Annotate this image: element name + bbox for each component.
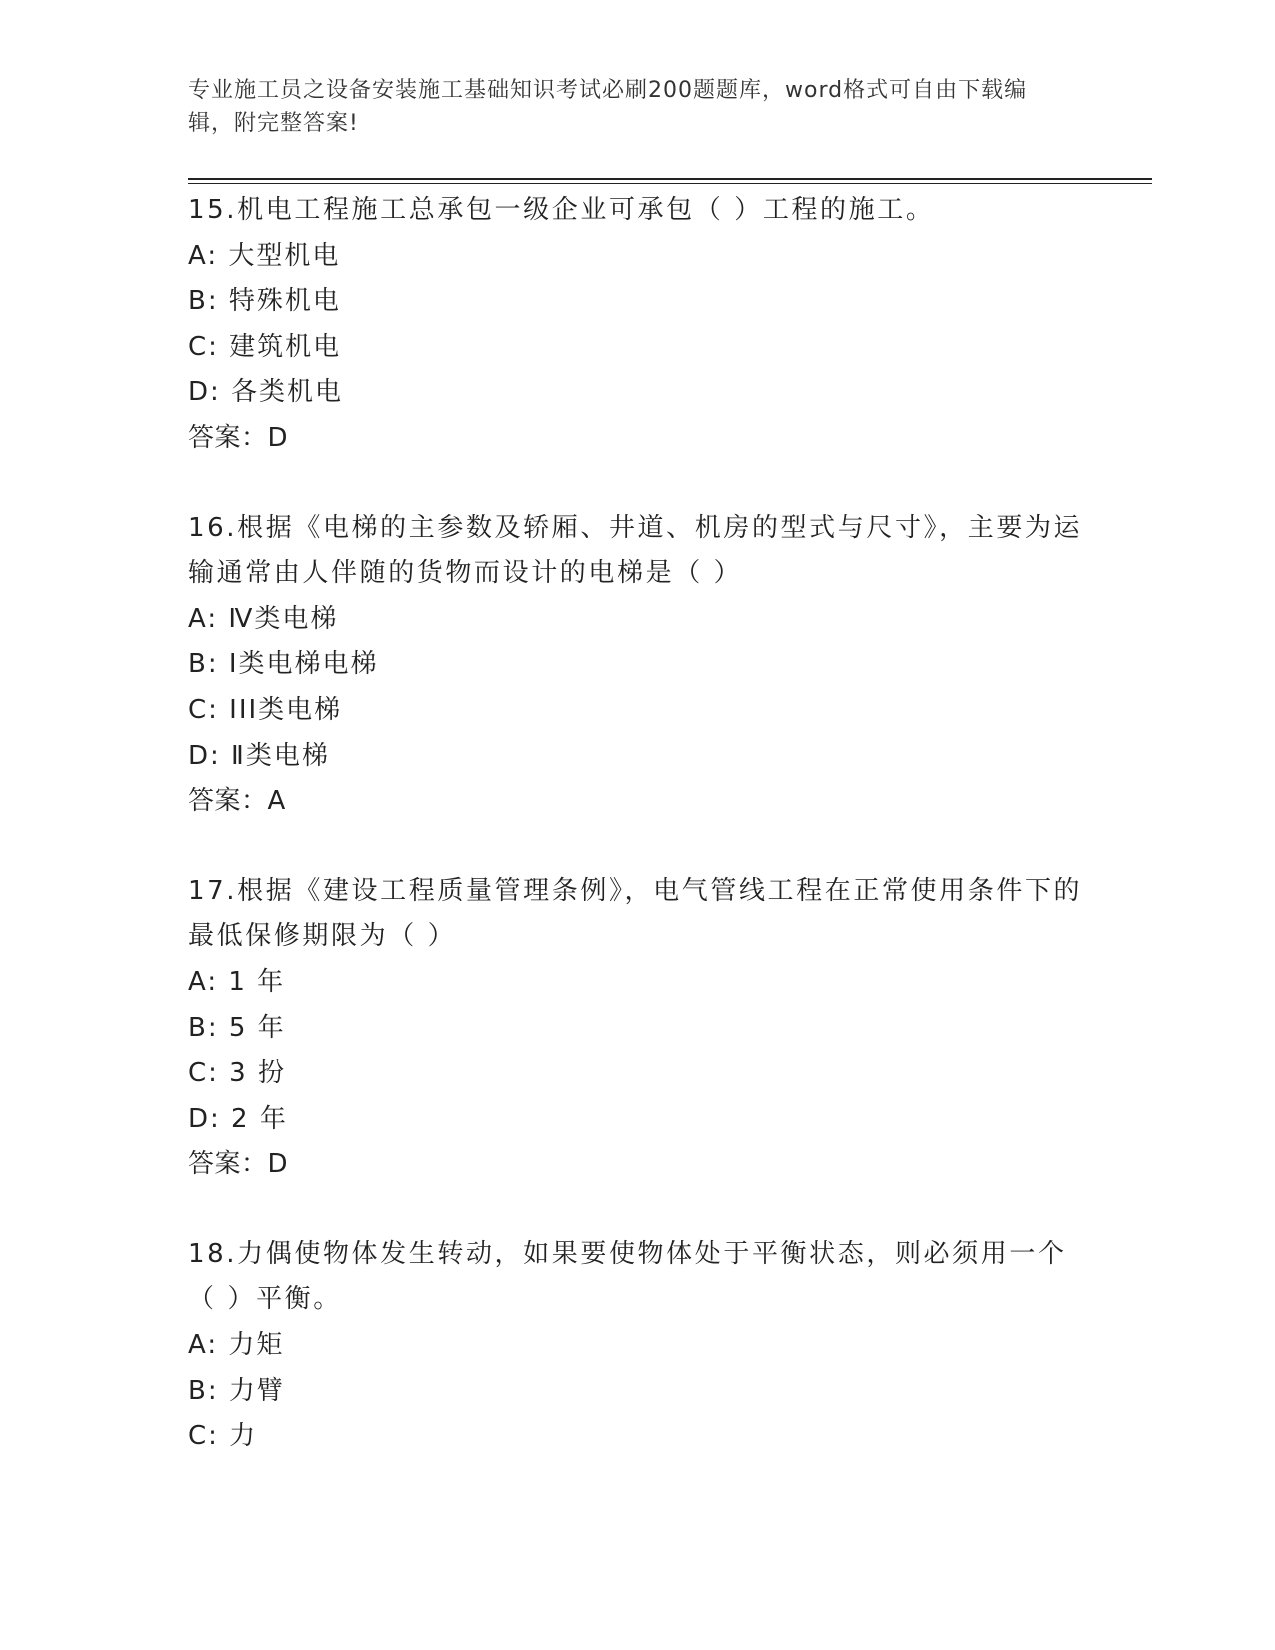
option-c: C: 3 扮 <box>188 1058 286 1089</box>
option-a: A: Ⅳ类电梯 <box>188 603 339 634</box>
option-b: B: 力臂 <box>188 1375 285 1406</box>
question-17 <box>188 869 1088 1188</box>
option-d: D: 2 年 <box>188 1103 288 1134</box>
option-d: D: Ⅱ类电梯 <box>188 740 330 771</box>
header-divider-thick <box>188 178 1152 180</box>
answer: 答案：A <box>188 786 286 817</box>
page-header: 专业施工员之设备安装施工基础知识考试必刷200题题库，word格式可自由下载编辑，附完整答案! <box>188 78 1028 136</box>
answer: 答案：D <box>188 1149 289 1180</box>
option-d: D: 各类机电 <box>188 377 344 408</box>
option-c: C: 力 <box>188 1421 258 1452</box>
question-15 <box>188 188 1088 462</box>
question-list <box>188 188 1088 1504</box>
option-a: A: 力矩 <box>188 1330 285 1361</box>
option-a: A: 1 年 <box>188 966 286 997</box>
question-stem: 18.力偶使物体发生转动，如果要使物体处于平衡状态，则必须用一个（ ）平衡。 <box>188 1238 1067 1315</box>
question-stem: 17.根据《建设工程质量管理条例》，电气管线工程在正常使用条件下的最低保修期限为（ ） <box>188 875 1083 952</box>
answer: 答案：D <box>188 422 289 453</box>
option-b: B: 5 年 <box>188 1012 286 1043</box>
header-divider-thin <box>188 183 1152 184</box>
option-b: B: Ⅰ类电梯电梯 <box>188 649 379 680</box>
question-16 <box>188 506 1088 825</box>
option-c: C: 建筑机电 <box>188 331 342 362</box>
option-b: B: 特殊机电 <box>188 286 341 317</box>
question-18 <box>188 1232 1088 1460</box>
question-stem: 15.机电工程施工总承包一级企业可承包（ ）工程的施工。 <box>188 195 935 225</box>
question-stem: 16.根据《电梯的主参数及轿厢、井道、机房的型式与尺寸》，主要为运输通常由人伴随的货物而设计的电梯是（ ） <box>188 512 1083 589</box>
option-a: A: 大型机电 <box>188 240 341 271</box>
option-c: C: III类电梯 <box>188 694 343 725</box>
